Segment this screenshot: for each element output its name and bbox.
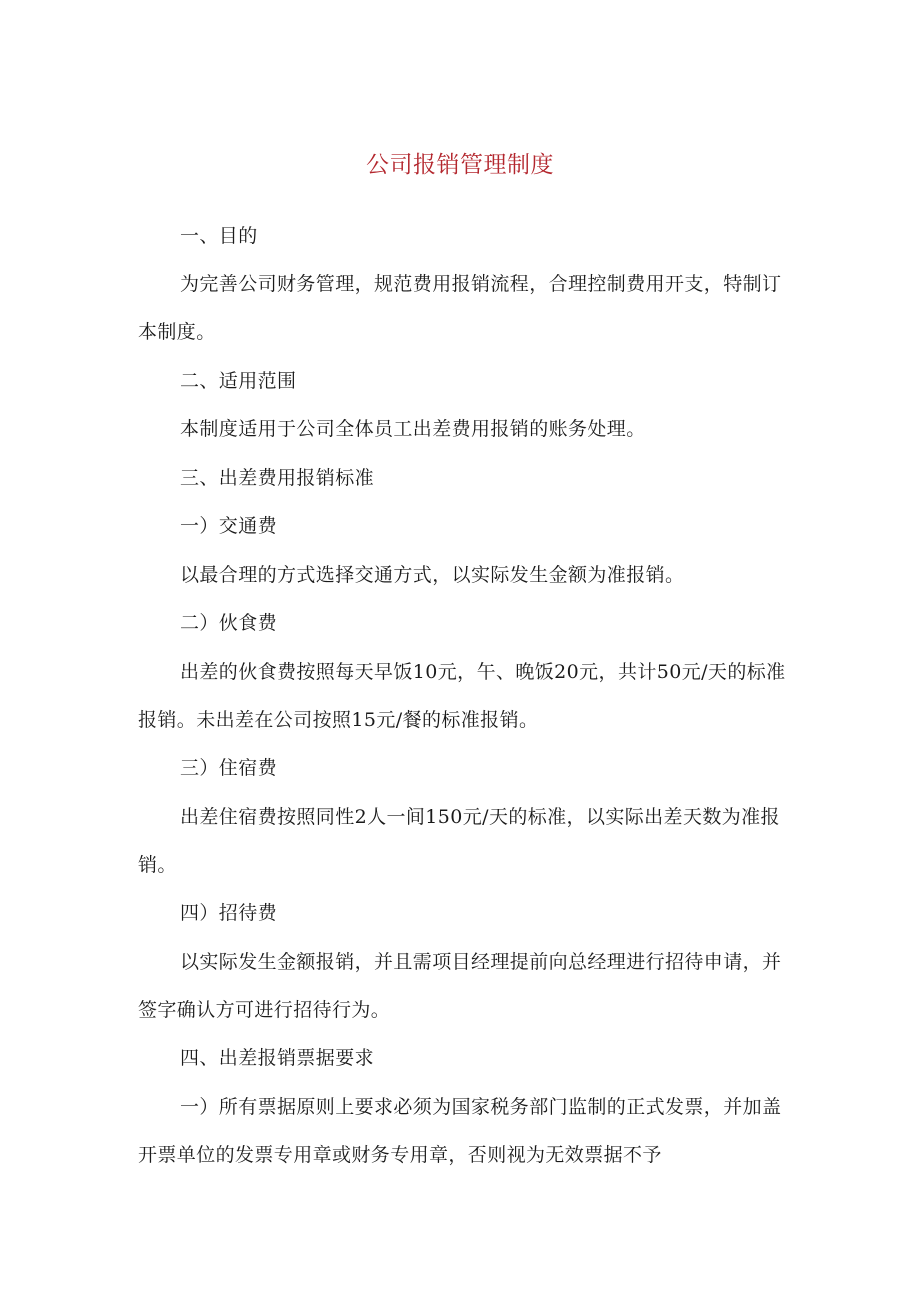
heading-standards: 三、出差费用报销标准: [180, 467, 375, 489]
heading-scope: 二、适用范围: [180, 370, 297, 392]
subheading-lodging: 三）住宿费: [180, 757, 278, 779]
paragraph-lodging: 出差住宿费按照同性2人一间150元/天的标准，以实际出差天数为准报销。: [138, 806, 780, 876]
paragraph-transport: 以最合理的方式选择交通方式，以实际发生金额为准报销。: [180, 564, 685, 586]
subheading-transport: 一）交通费: [180, 515, 278, 537]
paragraph-entertainment: 以实际发生金额报销，并且需项目经理提前向总经理进行招待申请，并签字确认方可进行招待行为。: [138, 951, 782, 1021]
heading-receipts: 四、出差报销票据要求: [180, 1047, 375, 1069]
document-title: 公司报销管理制度: [366, 152, 554, 178]
paragraph-receipts: 一）所有票据原则上要求必须为国家税务部门监制的正式发票，并加盖开票单位的发票专用章或财务专用章，否则视为无效票据不予: [138, 1096, 782, 1166]
paragraph-purpose: 为完善公司财务管理，规范费用报销流程，合理控制费用开支，特制订本制度。: [138, 273, 782, 343]
heading-purpose: 一、目的: [180, 225, 258, 247]
subheading-meals: 二）伙食费: [180, 612, 278, 634]
subheading-entertainment: 四）招待费: [180, 902, 278, 924]
paragraph-scope: 本制度适用于公司全体员工出差费用报销的账务处理。: [180, 418, 646, 440]
paragraph-meals: 出差的伙食费按照每天早饭10元，午、晚饭20元，共计50元/天的标准报销。未出差在公司按照15元/餐的标准报销。: [138, 661, 786, 731]
